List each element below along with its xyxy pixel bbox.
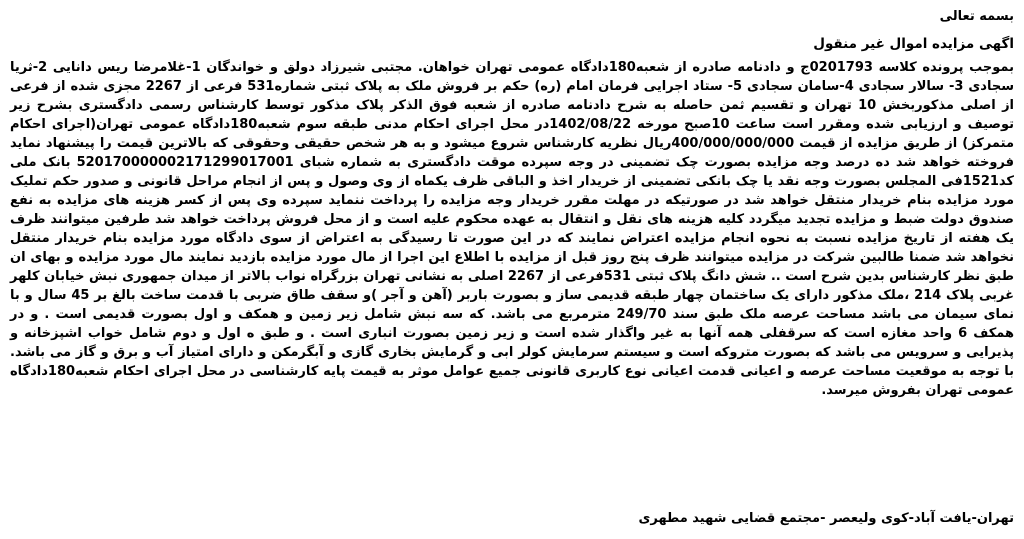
notice-title: اگهی مزایده اموال غیر منقول	[813, 36, 1014, 52]
notice-body: بموجب پرونده کلاسه 0201793ج و دادنامه صادره از شعبه180دادگاه عمومی تهران خواهان. مجتبی شیرزاد دولق و خواندگان 1-غلامرضا ریس دانایی 2-ثریا سجادی 3- سالار سجادی 4-سامان سجادی 5- ستاد اجرایی فرمان امام (ره) حکم بر فروش ملک به پلاک ثبتی شماره531 فرعی از 2267 مجزی شده از فرعی از اصلی مذکوربخش 10 تهران و تقسیم ثمن حاصله به شرح دادنامه صادره از شعبه فوق الذکر پلاک مذکور توسط کارشناس رسمی دادگستری بشرح زیر توصیف و ارزیابی شده ومقرر است ساعت 10صبح مورخه 1402/08/22در محل اجرای احکام مدنی طبقه سوم شعبه180دادگاه عمومی تهران(اجرای احکام متمرکز) از طریق مزایده از قیمت 400/000/000/000ریال نظریه کارشناس شروع میشود و به هر شخص حقیقی وحقوقی که بالاترین قیمت را پیشنهاد نماید فروخته خواهد شد ده درصد وجه مزایده بصورت چک تضمینی در وجه سپرده موقت دادگستری به شماره شبای 520170000002171299017001 بانک ملی کد1521فی المجلس بصورت وجه نقد یا چک بانکی تضمینی از خریدار اخذ و الباقی ظرف یکماه از وی وصول و پس از انجام مراحل قانونی و صدور حکم تملیک مورد مزایده بنام خریدار منتقل خواهد شد در صورتیکه در مهلت مقرر خریدار وجه مزایده را پرداخت ننماید سپرده وی پس از کسر هزینه های مزایده به نفع صندوق دولت ضبط و مزایده تجدید میگردد کلیه هزینه های نقل و انتقال به عهده محکوم علیه است و از محل فروش پرداخت خواهد شد طرفین میتوانند ظرف یک هفته از تاریخ مزایده نسبت به نحوه انجام مزایده اعتراض نمایند که در این صورت تا رسیدگی به اعتراض از سوی دادگاه مورد مزایده بنام خریدار منتقل نخواهد شد ضمنا طالبین شرکت در مزایده میتوانند ظرف پنج روز قبل از مزایده با اطلاع این اجرا از مال مورد مزایده بازدید نمایند مال مورد مزایده و بهای ان طبق نظر کارشناس بدین شرح است .. شش دانگ پلاک ثبتی 531فرعی از 2267 اصلی به نشانی تهران بزرگراه نواب بالاتر از میدان جمهوری نبش خیابان کلهر غربی پلاک 214 ،ملک مذکور دارای یک ساختمان چهار طبقه قدیمی ساز و بصورت باربر (آهن و آجر )و سقف طاق ضربی با قدمت ساخت بالغ بر 45 سال و با نمای سیمان می باشد مساحت عرصه ملک طبق سند 249/70 مترمربع می باشد. که سه نبش شامل زیر زمین و همکف و اول بصورت قدیمی است . و در همکف 6 واحد مغازه است که سرقفلی همه آنها به غیر واگذار شده است و زیر زمین بصورت انباری است . و طبق ه اول و دوم شامل خواب اشپزخانه و پذیرایی و سرویس می باشد که بصورت متروکه است و سیستم سرمایش کولر ابی و گرمایش بخاری گازی و آبگرمکن و دارای امتیاز آب و برق و گاز می باشد. با توجه به موقعیت مساحت عرصه و اعیانی قدمت اعیانی نوع کاربری قانونی جمیع عوامل موثر به قیمت پایه کارشناسی در محل اجرای احکام شعبه180دادگاه عمومی تهران بفروش میرسد.	[10, 60, 1015, 398]
notice-footer-address: تهران-یافت آباد-کوی ولیعصر -مجتمع قضایی شهید مطهری	[638, 511, 1014, 526]
notice-heading: بسمه تعالی	[939, 9, 1014, 24]
